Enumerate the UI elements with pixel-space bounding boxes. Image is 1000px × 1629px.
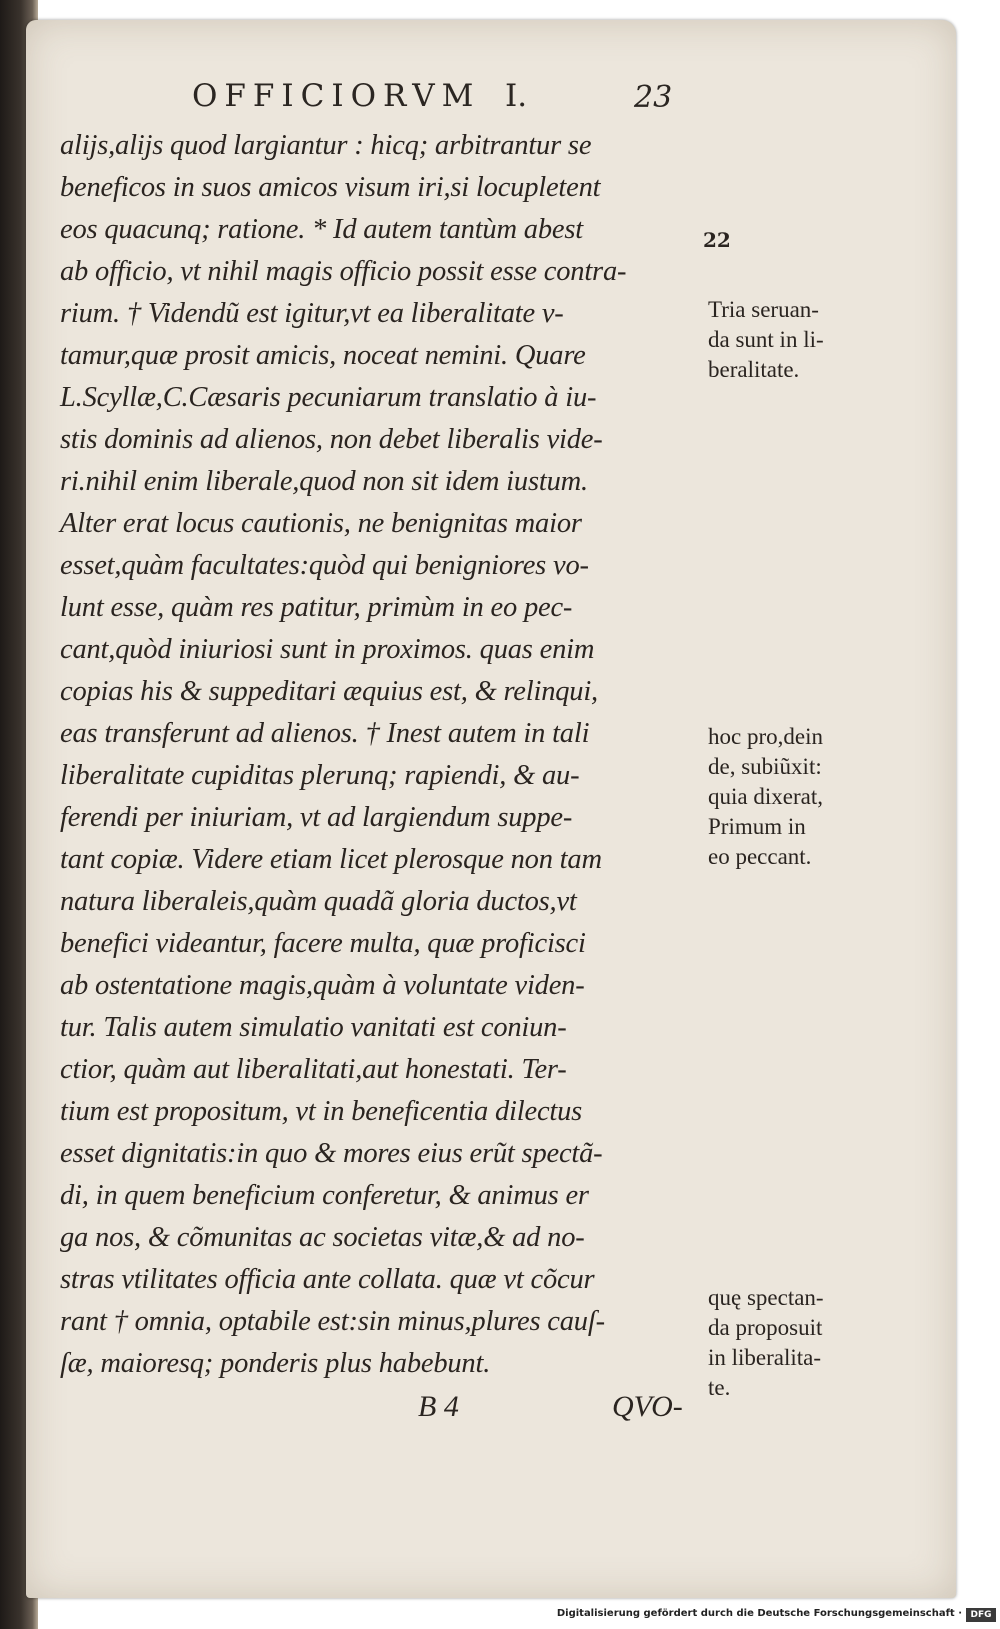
text-line: ferendi per iniuriam, vt ad largiendum suppe- (60, 802, 573, 833)
text-line: benefici videantur, facere multa, quæ proficisci (60, 928, 586, 959)
text-line: ab officio, vt nihil magis officio possit esse contra- (60, 256, 627, 287)
text-line: stras vtilitates officia ante collata. quæ vt cõcur (60, 1264, 595, 1295)
digitization-notice-text: Digitalisierung gefördert durch die Deutsche Forschungsgemeinschaft · (556, 1608, 962, 1619)
note-line: Primum in (708, 814, 806, 839)
text-line: tur. Talis autem simulatio vanitati est coniun- (60, 1012, 567, 1043)
text-line: ſæ, maioresq; ponderis plus habebunt. (60, 1348, 491, 1379)
text-line: tium est propositum, vt in beneficentia dilectus (60, 1096, 583, 1127)
text-line: copias his & suppeditari æquius est, & relinqui, (60, 676, 598, 707)
marginal-note-spectanda (708, 1283, 824, 1403)
text-line: ctior, quàm aut liberalitati,aut honestati. Ter- (60, 1054, 567, 1085)
note-line: te. (708, 1375, 731, 1400)
text-line: tant copiæ. Videre etiam licet plerosque non tam (60, 844, 602, 875)
text-line: esset dignitatis:in quo & mores eius erũt spectã- (60, 1138, 603, 1169)
text-line: lunt esse, quàm res patitur, primùm in eo pec- (60, 592, 573, 623)
note-line: hoc pro,dein (708, 724, 823, 749)
marginal-note-primum (708, 722, 823, 872)
note-line: beralitate. (708, 357, 800, 382)
body-text (60, 125, 700, 1385)
running-title: OFFICIORVM (192, 78, 481, 114)
text-line: Alter erat locus cautionis, ne benignitas maior (60, 508, 582, 539)
text-line: eos quacunq; ratione. * Id autem tantùm abest (60, 214, 583, 245)
page-footer (0, 1390, 1000, 1440)
text-line: ab ostentatione magis,quàm à voluntate viden- (60, 970, 585, 1001)
text-line: beneficos in suos amicos visum iri,si locupletent (60, 172, 601, 203)
marginal-note-liberality-rules (708, 295, 824, 385)
signature-mark: B 4 (418, 1390, 459, 1423)
note-line: eo peccant. (708, 844, 812, 869)
note-line: da proposuit (708, 1315, 823, 1340)
text-line: rant † omnia, optabile est:sin minus,plures cauſ- (60, 1306, 605, 1337)
marginal-number: 22 (703, 228, 731, 252)
folio-number: 23 (634, 80, 673, 115)
note-line: Tria seruan- (708, 297, 819, 322)
text-line: stis dominis ad alienos, non debet liberalis vide- (60, 424, 603, 455)
note-line: in liberalita- (708, 1345, 822, 1370)
text-line: tamur,quæ prosit amicis, noceat nemini. Quare (60, 340, 586, 371)
text-line: liberalitate cupiditas plerunq; rapiendi, & au- (60, 760, 580, 791)
text-line: rium. † Videndũ est igitur,vt ea liberalitate v- (60, 298, 564, 329)
digitization-notice (556, 1606, 1000, 1628)
catchword: QVO- (612, 1390, 683, 1423)
text-line: ga nos, & cõmunitas ac societas vitæ,& ad no- (60, 1222, 585, 1253)
text-line: eas transferunt ad alienos. † Inest autem in tali (60, 718, 590, 749)
text-line: ri.nihil enim liberale,quod non sit idem iustum. (60, 466, 588, 497)
note-line: de, subiũxit: (708, 754, 822, 779)
note-line: quę spectan- (708, 1285, 824, 1310)
text-line: alijs,alijs quod largiantur : hicq; arbitrantur se (60, 130, 592, 161)
book-number: I. (505, 78, 528, 114)
dfg-logo: DFG (966, 1608, 996, 1622)
text-line: di, in quem beneficium conferetur, & animus er (60, 1180, 589, 1211)
note-line: quia dixerat, (708, 784, 823, 809)
text-line: cant,quòd iniuriosi sunt in proximos. quas enim (60, 634, 595, 665)
text-line: L.Scyllæ,C.Cæsaris pecuniarum translatio à iu- (60, 382, 597, 413)
page-header (0, 60, 1000, 115)
text-line: esset,quàm facultates:quòd qui benigniores vo- (60, 550, 589, 581)
text-line: natura liberaleis,quàm quadã gloria ductos,vt (60, 886, 577, 917)
note-line: da sunt in li- (708, 327, 824, 352)
